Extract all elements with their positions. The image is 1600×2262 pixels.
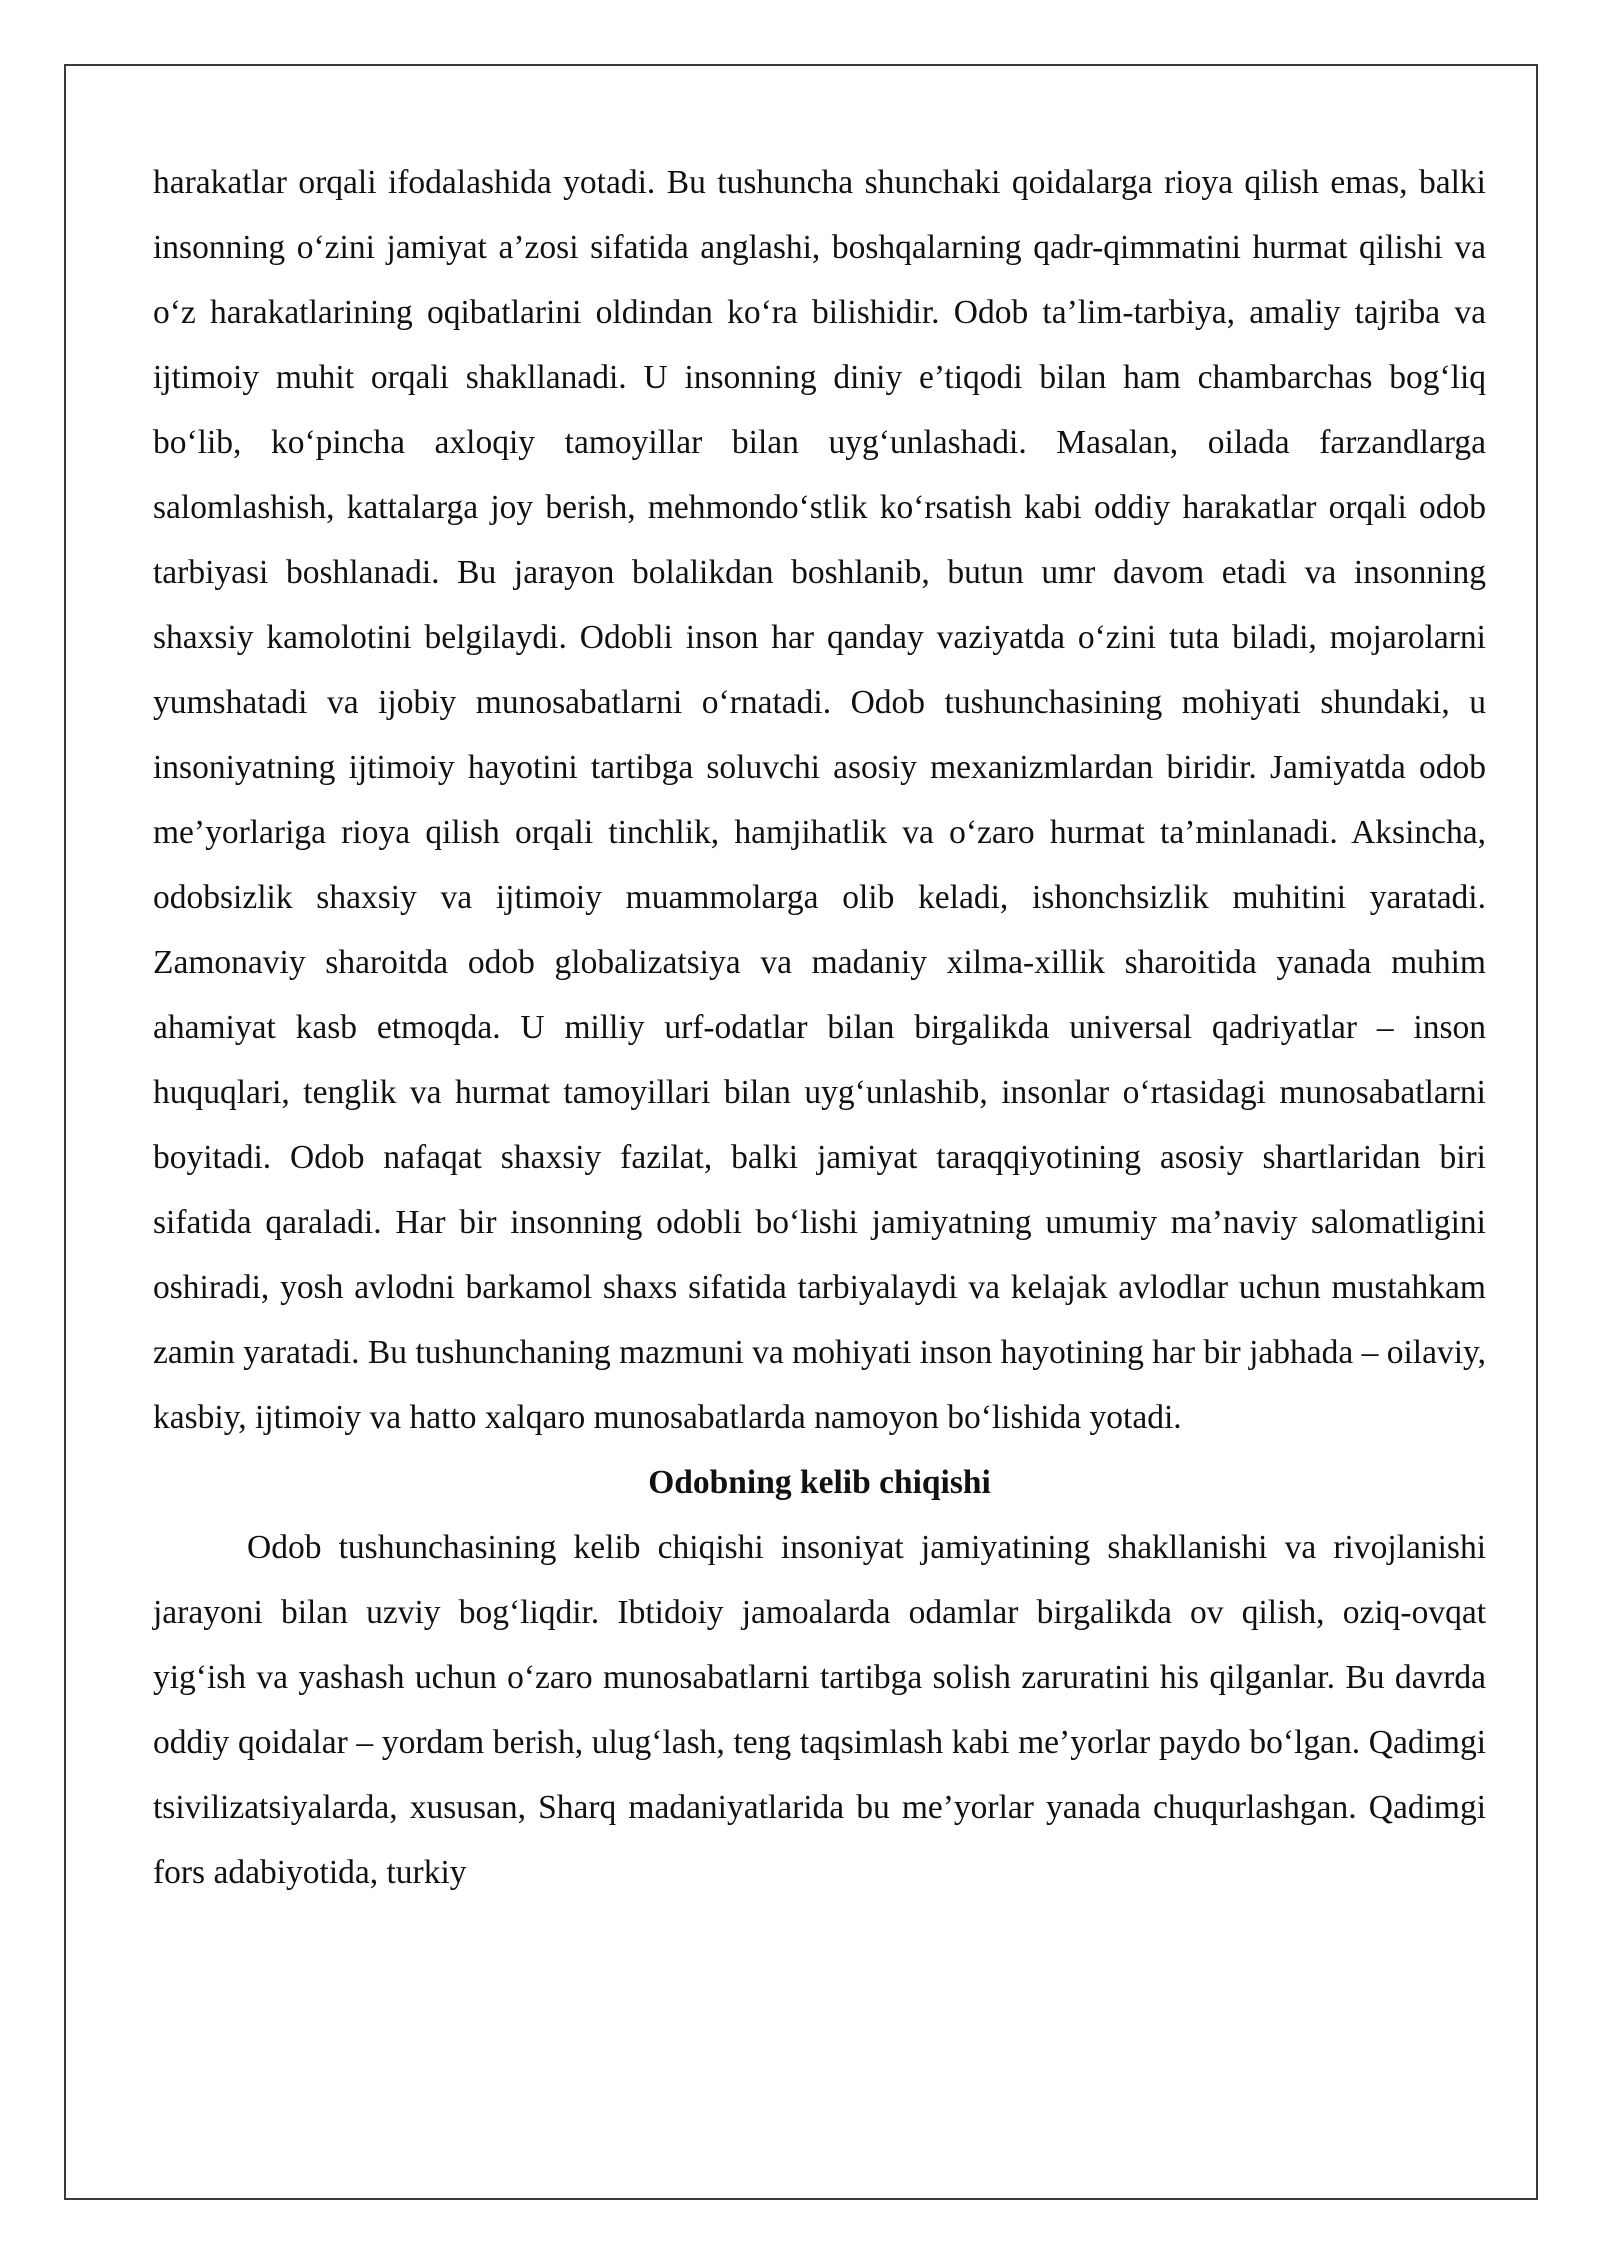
section-heading: Odobning kelib chiqishi: [648, 1464, 991, 1501]
body-paragraph-origin: Odob tushunchasining kelib chiqishi insoniyat jamiyatining shakllanishi va rivojlanishi jarayoni bilan uzviy bog‘liqdir. Ibtidoiy jamoalarda odamlar birgalikda ov qilish, oziq-ovqat yig‘ish va yashash uchun o‘zaro munosabatlarni tartibga solish zaruratini his qilganlar. Bu davrda oddiy qoidalar – yordam berish, ulug‘lash, teng taqsimlash kabi me’yorlar paydo bo‘lgan. Qadimgi tsivilizatsiyalarda, xususan, Sharq madaniyatlarida bu me’yorlar yanada chuqurlashgan. Qadimgi fors adabiyotida, turkiy: [153, 1529, 1486, 1891]
body-paragraph-continued: harakatlar orqali ifodalashida yotadi. Bu tushuncha shunchaki qoidalarga rioya qilish emas, balki insonning o‘zini jamiyat a’zosi sifatida anglashi, boshqalarning qadr-qimmatini hurmat qilishi va o‘z harakatlarining oqibatlarini oldindan ko‘ra bilishidir. Odob ta’lim-tarbiya, amaliy tajriba va ijtimoiy muhit orqali shakllanadi. U insonning diniy e’tiqodi bilan ham chambarchas bog‘liq bo‘lib, ko‘pincha axloqiy tamoyillar bilan uyg‘unlashadi. Masalan, oilada farzandlarga salomlashish, kattalarga joy berish, mehmondo‘stlik ko‘rsatish kabi oddiy harakatlar orqali odob tarbiyasi boshlanadi. Bu jarayon bolalikdan boshlanib, butun umr davom etadi va insonning shaxsiy kamolotini belgilaydi. Odobli inson har qanday vaziyatda o‘zini tuta biladi, mojarolarni yumshatadi va ijobiy munosabatlarni o‘rnatadi. Odob tushunchasining mohiyati shundaki, u insoniyatning ijtimoiy hayotini tartibga soluvchi asosiy mexanizmlardan biridir. Jamiyatda odob me’yorlariga rioya qilish orqali tinchlik, hamjihatlik va o‘zaro hurmat ta’minlanadi. Aksincha, odobsizlik shaxsiy va ijtimoiy muammolarga olib keladi, ishonchsizlik muhitini yaratadi. Zamonaviy sharoitda odob globalizatsiya va madaniy xilma-xillik sharoitida yanada muhim ahamiyat kasb etmoqda. U milliy urf-odatlar bilan birgalikda universal qadriyatlar – inson huquqlari, tenglik va hurmat tamoyillari bilan uyg‘unlashib, insonlar o‘rtasidagi munosabatlarni boyitadi. Odob nafaqat shaxsiy fazilat, balki jamiyat taraqqiyotining asosiy shartlaridan biri sifatida qaraladi. Har bir insonning odobli bo‘lishi jamiyatning umumiy ma’naviy salomatligini oshiradi, yosh avlodni barkamol shaxs sifatida tarbiyalaydi va kelajak avlodlar uchun mustahkam zamin yaratadi. Bu tushunchaning mazmuni va mohiyati inson hayotining har bir jabhada – oilaviy, kasbiy, ijtimoiy va hatto xalqaro munosabatlarda namoyon bo‘lishida yotadi.: [153, 164, 1486, 1436]
document-body: [153, 150, 1486, 1905]
